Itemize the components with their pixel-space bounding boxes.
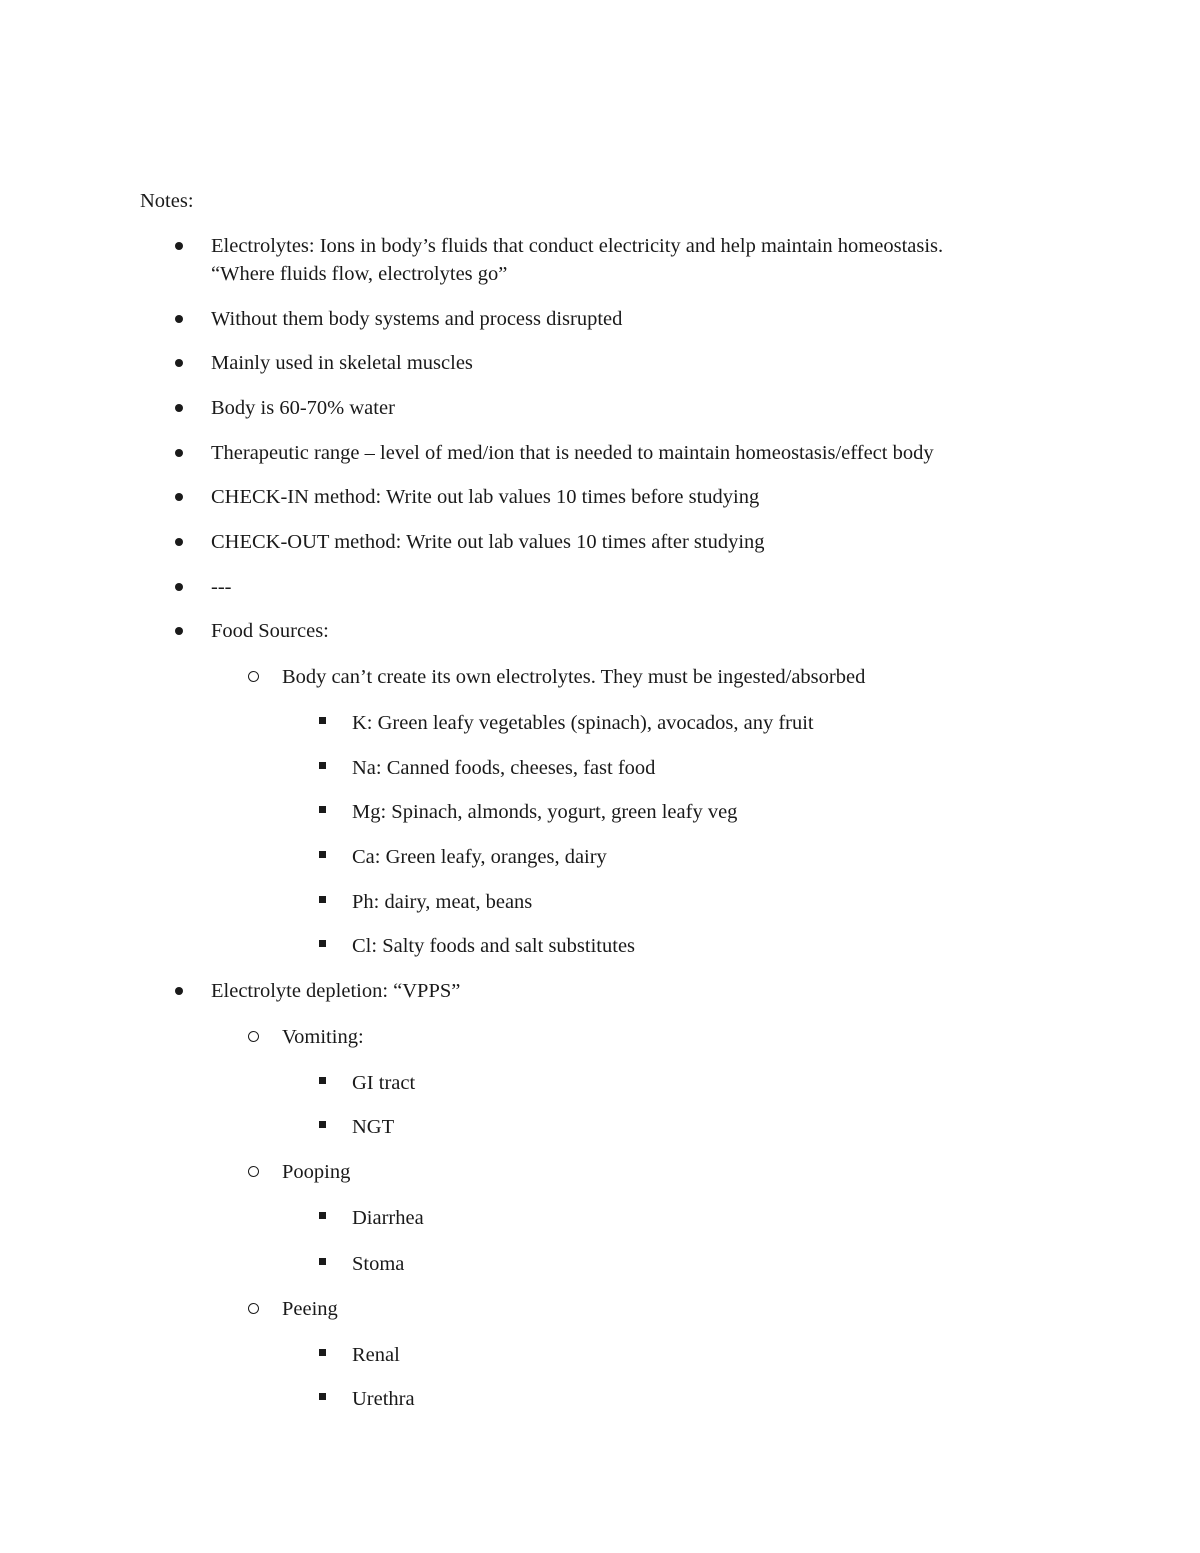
bullet-circle-icon bbox=[248, 1031, 259, 1042]
bullet-square-icon bbox=[319, 1349, 326, 1356]
bullet-disc-icon bbox=[175, 315, 183, 323]
subbullet-vomiting: Vomiting: bbox=[282, 1026, 364, 1048]
bullet-separator: --- bbox=[211, 576, 232, 598]
vomiting-item-gi-tract: GI tract bbox=[352, 1072, 416, 1094]
bullet-square-icon bbox=[319, 940, 326, 947]
bullet-square-icon bbox=[319, 717, 326, 724]
bullet-disc-icon bbox=[175, 449, 183, 457]
bullet-disc-icon bbox=[175, 627, 183, 635]
pooping-item-diarrhea: Diarrhea bbox=[352, 1207, 424, 1229]
bullet-disc-icon bbox=[175, 538, 183, 546]
bullet-square-icon bbox=[319, 1121, 326, 1128]
bullet-square-icon bbox=[319, 806, 326, 813]
food-item-na: Na: Canned foods, cheeses, fast food bbox=[352, 757, 656, 779]
bullet-check-in: CHECK-IN method: Write out lab values 10 times before studying bbox=[211, 486, 760, 508]
bullet-electrolyte-depletion: Electrolyte depletion: “VPPS” bbox=[211, 980, 461, 1002]
bullet-square-icon bbox=[319, 851, 326, 858]
pooping-item-stoma: Stoma bbox=[352, 1253, 405, 1275]
notes-heading: Notes: bbox=[140, 190, 194, 212]
bullet-disc-icon bbox=[175, 583, 183, 591]
bullet-electrolytes-line2: “Where fluids flow, electrolytes go” bbox=[211, 263, 508, 285]
bullet-skeletal-muscles: Mainly used in skeletal muscles bbox=[211, 352, 473, 374]
subbullet-ingested: Body can’t create its own electrolytes. They must be ingested/absorbed bbox=[282, 666, 866, 688]
food-item-mg: Mg: Spinach, almonds, yogurt, green leafy veg bbox=[352, 801, 738, 823]
bullet-square-icon bbox=[319, 762, 326, 769]
bullet-square-icon bbox=[319, 1077, 326, 1084]
food-item-ph: Ph: dairy, meat, beans bbox=[352, 891, 533, 913]
bullet-circle-icon bbox=[248, 671, 259, 682]
bullet-disc-icon bbox=[175, 493, 183, 501]
bullet-square-icon bbox=[319, 1212, 326, 1219]
bullet-body-water: Body is 60-70% water bbox=[211, 397, 395, 419]
bullet-food-sources: Food Sources: bbox=[211, 620, 329, 642]
bullet-electrolytes-line1: Electrolytes: Ions in body’s fluids that conduct electricity and help maintain homeostasis. bbox=[211, 235, 944, 257]
bullet-therapeutic-range: Therapeutic range – level of med/ion that is needed to maintain homeostasis/effect body bbox=[211, 442, 934, 464]
bullet-square-icon bbox=[319, 896, 326, 903]
peeing-item-renal: Renal bbox=[352, 1344, 400, 1366]
subbullet-peeing: Peeing bbox=[282, 1298, 338, 1320]
food-item-ca: Ca: Green leafy, oranges, dairy bbox=[352, 846, 607, 868]
subbullet-pooping: Pooping bbox=[282, 1161, 351, 1183]
bullet-circle-icon bbox=[248, 1303, 259, 1314]
bullet-disc-icon bbox=[175, 359, 183, 367]
bullet-disc-icon bbox=[175, 404, 183, 412]
food-item-cl: Cl: Salty foods and salt substitutes bbox=[352, 935, 636, 957]
food-item-k: K: Green leafy vegetables (spinach), avocados, any fruit bbox=[352, 712, 814, 734]
bullet-disc-icon bbox=[175, 987, 183, 995]
bullet-square-icon bbox=[319, 1258, 326, 1265]
vomiting-item-ngt: NGT bbox=[352, 1116, 395, 1138]
bullet-square-icon bbox=[319, 1393, 326, 1400]
peeing-item-urethra: Urethra bbox=[352, 1388, 415, 1410]
bullet-without-them: Without them body systems and process disrupted bbox=[211, 308, 623, 330]
bullet-check-out: CHECK-OUT method: Write out lab values 10 times after studying bbox=[211, 531, 765, 553]
bullet-disc-icon bbox=[175, 242, 183, 250]
bullet-circle-icon bbox=[248, 1166, 259, 1177]
